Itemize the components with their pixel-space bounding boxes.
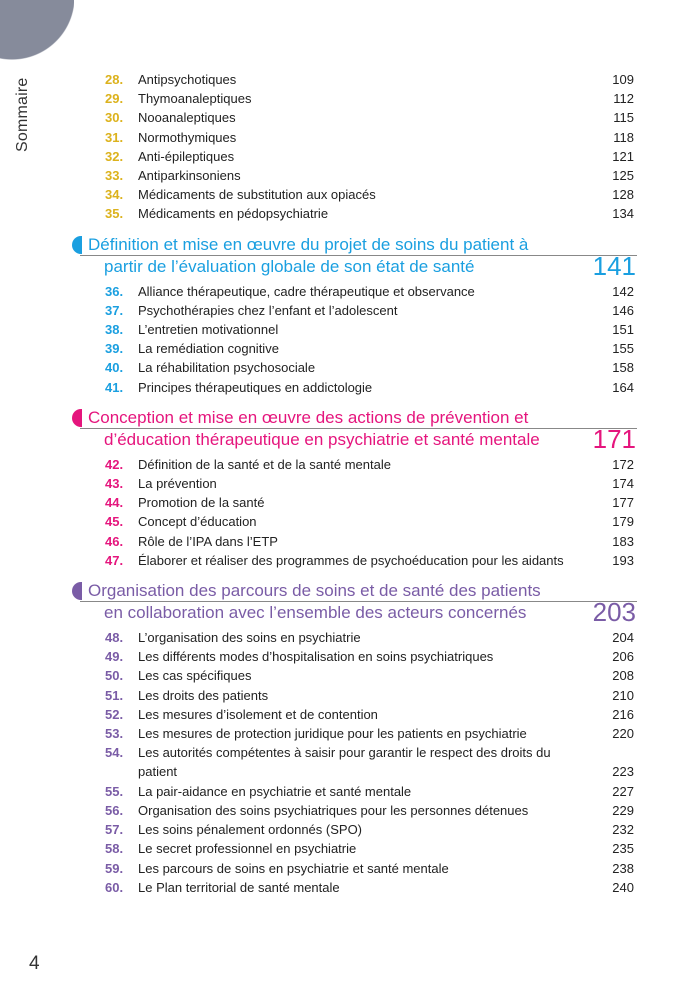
toc-entry[interactable] [0,320,700,339]
section-title-line2: en collaboration avec l’ensemble des acteurs concernés [104,603,527,623]
toc-entry[interactable] [0,204,700,223]
entry-number: 47. [105,552,124,568]
entry-page: 151 [612,322,634,338]
entry-title: Nooanaleptiques [138,110,236,126]
entry-number: 30. [105,110,124,126]
entry-number: 31. [105,129,124,145]
toc-entry[interactable] [0,378,700,397]
toc-entry[interactable] [0,455,700,474]
section-header[interactable] [0,407,700,454]
entry-number: 41. [105,379,124,395]
section-title-line2: partir de l’évaluation globale de son état de santé [104,256,475,276]
entry-page: 235 [612,841,634,857]
section-page: 171 [592,423,636,454]
entry-page: 164 [612,379,634,395]
entry-number: 60. [105,879,124,895]
section-marker-icon [72,236,82,254]
toc-entry[interactable] [0,166,700,185]
entry-title: Les mesures d’isolement et de contention [138,706,378,722]
entry-number: 50. [105,668,124,684]
entry-number: 35. [105,206,124,222]
entry-title: Médicaments de substitution aux opiacés [138,187,376,203]
entry-number: 43. [105,476,124,492]
entry-number: 59. [105,860,124,876]
entry-page: 210 [612,687,634,703]
entry-page: 155 [612,341,634,357]
entry-title: La remédiation cognitive [138,341,279,357]
toc-entry[interactable] [0,185,700,204]
entry-title: Le Plan territorial de santé mentale [138,879,340,895]
entry-title: Concept d’éducation [138,514,257,530]
entry-page: 121 [612,148,634,164]
entry-page: 227 [612,783,634,799]
section-marker-icon [72,582,82,600]
entry-page: 206 [612,649,634,665]
entry-title: Psychothérapies chez l’enfant et l’adolescent [138,302,398,318]
toc-entry[interactable] [0,839,700,858]
entry-number: 28. [105,72,124,87]
entry-page: 128 [612,187,634,203]
toc-entry[interactable] [0,686,700,705]
entry-page: 115 [613,110,634,126]
entry-title: L’organisation des soins en psychiatrie [138,630,361,646]
toc-entry[interactable] [0,666,700,685]
section-marker-icon [72,409,82,427]
toc-entry[interactable] [0,339,700,358]
entry-page: 229 [612,802,634,818]
entry-title: Médicaments en pédopsychiatrie [138,206,329,222]
entry-number: 32. [105,148,124,164]
toc-entry[interactable] [0,128,700,147]
entry-title: Thymoanaleptiques [138,91,252,107]
entry-title: Alliance thérapeutique, cadre thérapeutique et observance [138,283,475,299]
section-title-line1: Définition et mise en œuvre du projet de soins du patient à [88,234,529,254]
entry-page: 112 [613,91,634,107]
entry-page: 193 [612,552,634,568]
entry-page: 183 [612,533,634,549]
entry-page: 223 [612,764,634,780]
entry-page: 179 [612,514,634,530]
entry-number: 33. [105,168,124,184]
entry-number: 49. [105,649,124,665]
toc-entry[interactable] [0,474,700,493]
entry-page: 240 [612,879,634,895]
entry-number: 55. [105,783,124,799]
entry-title: Les mesures de protection juridique pour les patients en psychiatrie [138,726,527,742]
toc-entry[interactable] [0,493,700,512]
entry-title: La prévention [138,476,217,492]
entry-page: 134 [612,206,634,222]
entry-number: 38. [105,322,124,338]
entry-title: Les droits des patients [138,687,269,703]
entry-number: 45. [105,514,124,530]
entry-page: 158 [612,360,634,376]
entry-number: 53. [105,726,124,742]
entry-number: 36. [105,283,124,299]
entry-page: 177 [612,495,634,511]
entry-number: 44. [105,495,124,511]
section-title-line2: d’éducation thérapeutique en psychiatrie et santé mentale [104,429,540,449]
entry-number: 34. [105,187,124,203]
entry-number: 58. [105,841,124,857]
entry-page: 232 [612,822,634,838]
entry-number: 56. [105,802,124,818]
entry-number: 29. [105,91,124,107]
entry-number: 57. [105,822,124,838]
entry-title: Organisation des soins psychiatriques pour les personnes détenues [138,802,529,818]
section-page: 141 [592,250,636,281]
section-header[interactable] [0,234,700,281]
entry-page: 142 [612,283,634,299]
entry-number: 42. [105,456,124,472]
toc-entry[interactable] [0,743,700,781]
corner-decoration [0,0,74,60]
entry-title: Les différents modes d’hospitalisation en soins psychiatriques [138,649,494,665]
entry-page: 172 [612,456,634,472]
toc-entry[interactable] [0,724,700,743]
toc-entry[interactable] [0,89,700,108]
entry-number: 40. [105,360,124,376]
section-header[interactable] [0,580,700,628]
toc-entry[interactable] [0,147,700,166]
entry-title: Antipsychotiques [138,72,237,87]
entry-title: Rôle de l’IPA dans l’ETP [138,533,278,549]
toc-entry[interactable] [0,705,700,724]
toc-entry[interactable] [0,859,700,878]
toc-entry[interactable] [0,551,700,570]
toc-entry[interactable] [0,532,700,551]
section-title-line1: Conception et mise en œuvre des actions de prévention et [88,407,529,427]
section-page: 203 [592,597,636,628]
entry-page: 208 [612,668,634,684]
entry-number: 37. [105,302,124,318]
toc-entry[interactable] [0,628,700,647]
entry-title: Les parcours de soins en psychiatrie et santé mentale [138,860,449,876]
entry-number: 51. [105,687,124,703]
entry-title: Promotion de la santé [138,495,265,511]
entry-number: 54. [105,745,124,761]
toc-entry[interactable] [0,878,700,897]
entry-number: 52. [105,706,124,722]
toc-entry[interactable] [0,820,700,839]
toc-entry[interactable] [0,512,700,531]
table-of-contents [0,70,700,897]
entry-page: 146 [612,302,634,318]
entry-title: Élaborer et réaliser des programmes de psychoéducation pour les aidants [138,552,564,568]
entry-page: 204 [612,630,634,646]
entry-page: 174 [612,476,634,492]
toc-entry[interactable] [0,647,700,666]
entry-title: Antiparkinsoniens [138,168,241,184]
toc-entry[interactable] [0,801,700,820]
entry-title: Principes thérapeutiques en addictologie [138,379,373,395]
side-title: Sommaire [14,77,31,152]
entry-title: Le secret professionnel en psychiatrie [138,841,357,857]
entry-number: 48. [105,630,124,646]
entry-page: 238 [612,860,634,876]
entry-page: 125 [612,168,634,184]
entry-title: La pair-aidance en psychiatrie et santé mentale [138,783,412,799]
toc-entry[interactable] [0,70,700,89]
toc-entry[interactable] [0,108,700,127]
toc-entry[interactable] [0,358,700,377]
entry-number: 39. [105,341,124,357]
entry-page: 109 [612,72,634,87]
entry-page: 220 [612,726,634,742]
page-number: 4 [29,953,40,974]
toc-entry[interactable] [0,301,700,320]
toc-entry[interactable] [0,782,700,801]
entry-page: 216 [612,706,634,722]
entry-number: 46. [105,533,124,549]
entry-title: La réhabilitation psychosociale [138,360,316,376]
entry-title: Les cas spécifiques [138,668,252,684]
entry-title: L’entretien motivationnel [138,322,279,338]
entry-page: 118 [613,129,634,145]
entry-title: Anti-épileptiques [138,148,235,164]
toc-entry[interactable] [0,282,700,301]
entry-title: Les soins pénalement ordonnés (SPO) [138,822,363,838]
section-title-line1: Organisation des parcours de soins et de santé des patients [88,581,541,601]
entry-title: Les autorités compétentes à saisir pour garantir le respect des droits du patient [138,745,551,780]
entry-title: Définition de la santé et de la santé mentale [138,456,391,472]
entry-title: Normothymiques [138,129,237,145]
